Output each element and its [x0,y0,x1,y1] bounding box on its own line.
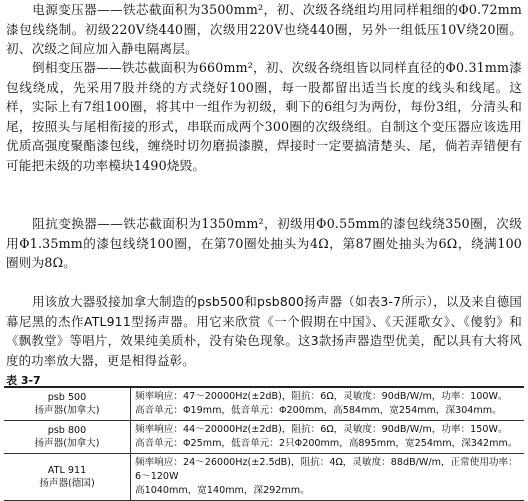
spec-line: 6～120W [135,471,179,482]
spec-line: 频率响应：44～20000Hz(±2dB)，阻抗：6Ω，灵敏度：90dB/W/m，功率：150W。 [135,424,508,435]
speaker-spec-cell [131,387,525,421]
paragraph-text: 用该放大器驳接加拿大制造的psb500和psb800扬声器（如表3-7所示），以及来自德国幕尼黑的杰作ATL911型扬声器。用它来欣赏《一个假期在中国》、《天涯歌女》、《傻豹》和《飘教堂》等唱片，效果纯美质朴，没有染色现象。这3款扬声器造型优美，配以具有大将风度的功率放大器，更是相得益彰。 [6,294,522,368]
paragraph-impedance-converter [6,214,522,273]
paragraph-text: 倒相变压器——铁芯截面积为660mm²，初、次级各绕组皆以同样直径的Φ0.31mm漆包线绕成，先采用7股并绕的方式绕好100圈，每一股都留出适当长度的线头和线尾。这样，实际上有7组100圈，将其中一组作为初级，剩下的6组匀为两份，每份3组，分清头和尾，按照头与尾相衔接的形式，串联而成两个300圈的次级绕组。自制这个变压器应该选用优质高强度聚酯漆包线，缠绕时切勿磨损漆膜，焊接时一定要搞清楚头、尾，倘若弄错便有可能把未级的功率模块1490烧毁。 [6,60,522,173]
table-row [4,454,524,501]
spec-line: 频率响应：47～20000Hz(±2dB)，阻抗：6Ω，灵敏度：90dB/W/m，功率：100W。 [135,391,508,402]
paragraph-text: 电源变压器——铁芯截面积为3500mm²，初、次级各绕组均用同样粗细的Φ0.72mm漆包线绕制。初级220V绕440圈，次级用220V也绕440圈，另外一组低压10V绕20圈。初、次级之间应加入静电隔离层。 [6,2,522,56]
spec-line: 高音单元：Φ19mm，低音单元：Φ200mm，高584mm，宽254mm，深304mm。 [135,405,502,416]
speaker-origin: 扬声器(加拿大) [34,405,100,416]
paragraph-text: 阻抗变换器——铁芯截面积为1350mm²，初级用Φ0.55mm的漆包线绕350圈，次级用Φ1.35mm的漆包线绕100圈，在第70圈处抽头为4Ω，第87圈处抽头为6Ω，绕满100圈则为8Ω。 [6,216,522,270]
spec-line: 频率响应：24～26000Hz(±2.5dB)，阻抗：4Ω，灵敏度：88dB/W/m，正常使用功率： [135,457,518,468]
table-row [4,421,524,454]
speaker-name-cell [4,454,131,501]
table-caption: 表 3-7 [6,374,41,387]
paragraph-phase-transformer [6,58,522,175]
table-row [4,387,524,421]
speaker-spec-cell [131,454,525,501]
speaker-model: psb 500 [47,392,87,403]
speaker-spec-table [4,386,524,501]
spec-line: 高音单元：Φ25mm，低音单元：2只Φ200mm，高895mm，宽254mm，深342mm。 [135,438,518,449]
speaker-origin: 扬声器(德国) [39,478,95,489]
paragraph-speaker-usage [6,292,522,370]
spec-line: 高1040mm，宽140mm，深292mm。 [135,485,310,496]
speaker-spec-cell [131,421,525,454]
speaker-origin: 扬声器(加拿大) [34,438,100,449]
speaker-model: ATL 911 [47,465,87,476]
speaker-model: psb 800 [47,425,87,436]
speaker-name-cell [4,387,131,421]
paragraph-power-transformer [6,0,522,59]
speaker-name-cell [4,421,131,454]
